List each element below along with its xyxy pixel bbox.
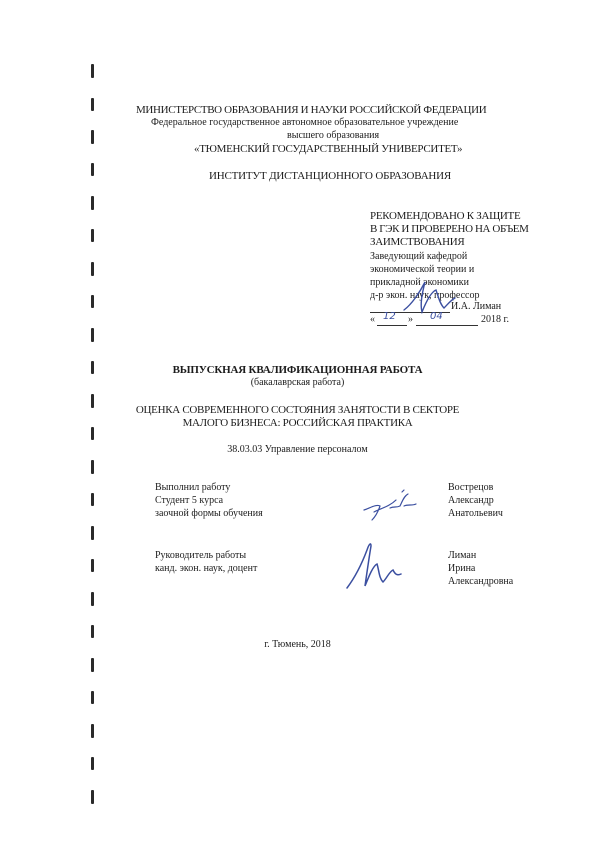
author-surname: Вострецов: [448, 482, 494, 493]
scan-mark: [91, 658, 94, 672]
ministry-heading: МИНИСТЕРСТВО ОБРАЗОВАНИЯ И НАУКИ РОССИЙСКОЙ ФЕДЕРАЦИИ: [136, 104, 487, 116]
date-day: 12: [383, 311, 396, 322]
scan-mark: [91, 757, 94, 770]
approver-name: И.А. Лиман: [451, 301, 502, 312]
author-signature: [360, 486, 420, 524]
scan-mark: [91, 295, 94, 308]
approval-line: РЕКОМЕНДОВАНО К ЗАЩИТЕ: [370, 210, 521, 222]
scan-mark: [91, 526, 94, 540]
author-label: Студент 5 курса: [155, 495, 224, 506]
work-type: ВЫПУСКНАЯ КВАЛИФИКАЦИОННАЯ РАБОТА: [172, 364, 423, 376]
supervisor-label: канд. экон. наук, доцент: [155, 563, 258, 574]
city-year: г. Тюмень, 2018: [264, 639, 331, 650]
specialty: 38.03.03 Управление персоналом: [227, 444, 368, 455]
approver-role: Заведующий кафедрой: [370, 251, 468, 262]
author-patronymic: Анатольевич: [448, 508, 503, 519]
approval-line: В ГЭК И ПРОВЕРЕНО НА ОБЪЕМ: [370, 223, 529, 235]
work-title: МАЛОГО БИЗНЕСА: РОССИЙСКАЯ ПРАКТИКА: [182, 417, 413, 429]
author-label: заочной формы обучения: [155, 508, 263, 519]
approver-signature: [398, 278, 458, 318]
scan-mark: [91, 262, 94, 276]
date-month-line: [416, 325, 478, 326]
scan-mark: [91, 625, 94, 638]
university-name: «ТЮМЕНСКИЙ ГОСУДАРСТВЕННЫЙ УНИВЕРСИТЕТ»: [194, 143, 463, 155]
education-level: высшего образования: [287, 130, 380, 141]
supervisor-label: Руководитель работы: [155, 550, 247, 561]
approver-role: экономической теории и: [370, 264, 475, 275]
scan-mark: [91, 559, 94, 572]
date-day-line: [377, 325, 407, 326]
scan-mark: [91, 328, 94, 342]
institution-type: Федеральное государственное автономное образовательное учреждение: [151, 117, 459, 128]
scan-mark: [91, 98, 94, 111]
author-first-name: Александр: [448, 495, 494, 506]
supervisor-patronymic: Александровна: [448, 576, 514, 587]
scan-mark: [91, 130, 94, 144]
supervisor-signature: [343, 540, 405, 592]
date-open-quote: «: [370, 314, 375, 325]
scan-mark: [91, 493, 94, 506]
approval-line: ЗАИМСТВОВАНИЯ: [370, 236, 465, 248]
institute-name: ИНСТИТУТ ДИСТАНЦИОННОГО ОБРАЗОВАНИЯ: [209, 170, 452, 182]
supervisor-surname: Лиман: [448, 550, 477, 561]
approver-degree: д-р экон. наук, профессор: [370, 290, 480, 301]
work-title: ОЦЕНКА СОВРЕМЕННОГО СОСТОЯНИЯ ЗАНЯТОСТИ В СЕКТОРЕ: [135, 404, 460, 416]
scan-mark: [91, 229, 94, 242]
supervisor-first-name: Ирина: [448, 563, 476, 574]
author-label: Выполнил работу: [155, 482, 231, 493]
date-month: 04: [430, 311, 443, 322]
scan-mark: [91, 64, 94, 78]
approver-role: прикладной экономики: [370, 277, 469, 288]
scan-mark: [91, 691, 94, 704]
date-close-quote: »: [408, 314, 413, 325]
scan-mark: [91, 790, 94, 804]
date-year: 2018 г.: [481, 314, 509, 325]
scan-mark: [91, 196, 94, 210]
scan-mark: [91, 163, 94, 176]
scan-mark: [91, 592, 94, 606]
scan-mark: [91, 724, 94, 738]
work-subtype: (бакалаврская работа): [250, 377, 345, 388]
scan-mark: [91, 460, 94, 474]
